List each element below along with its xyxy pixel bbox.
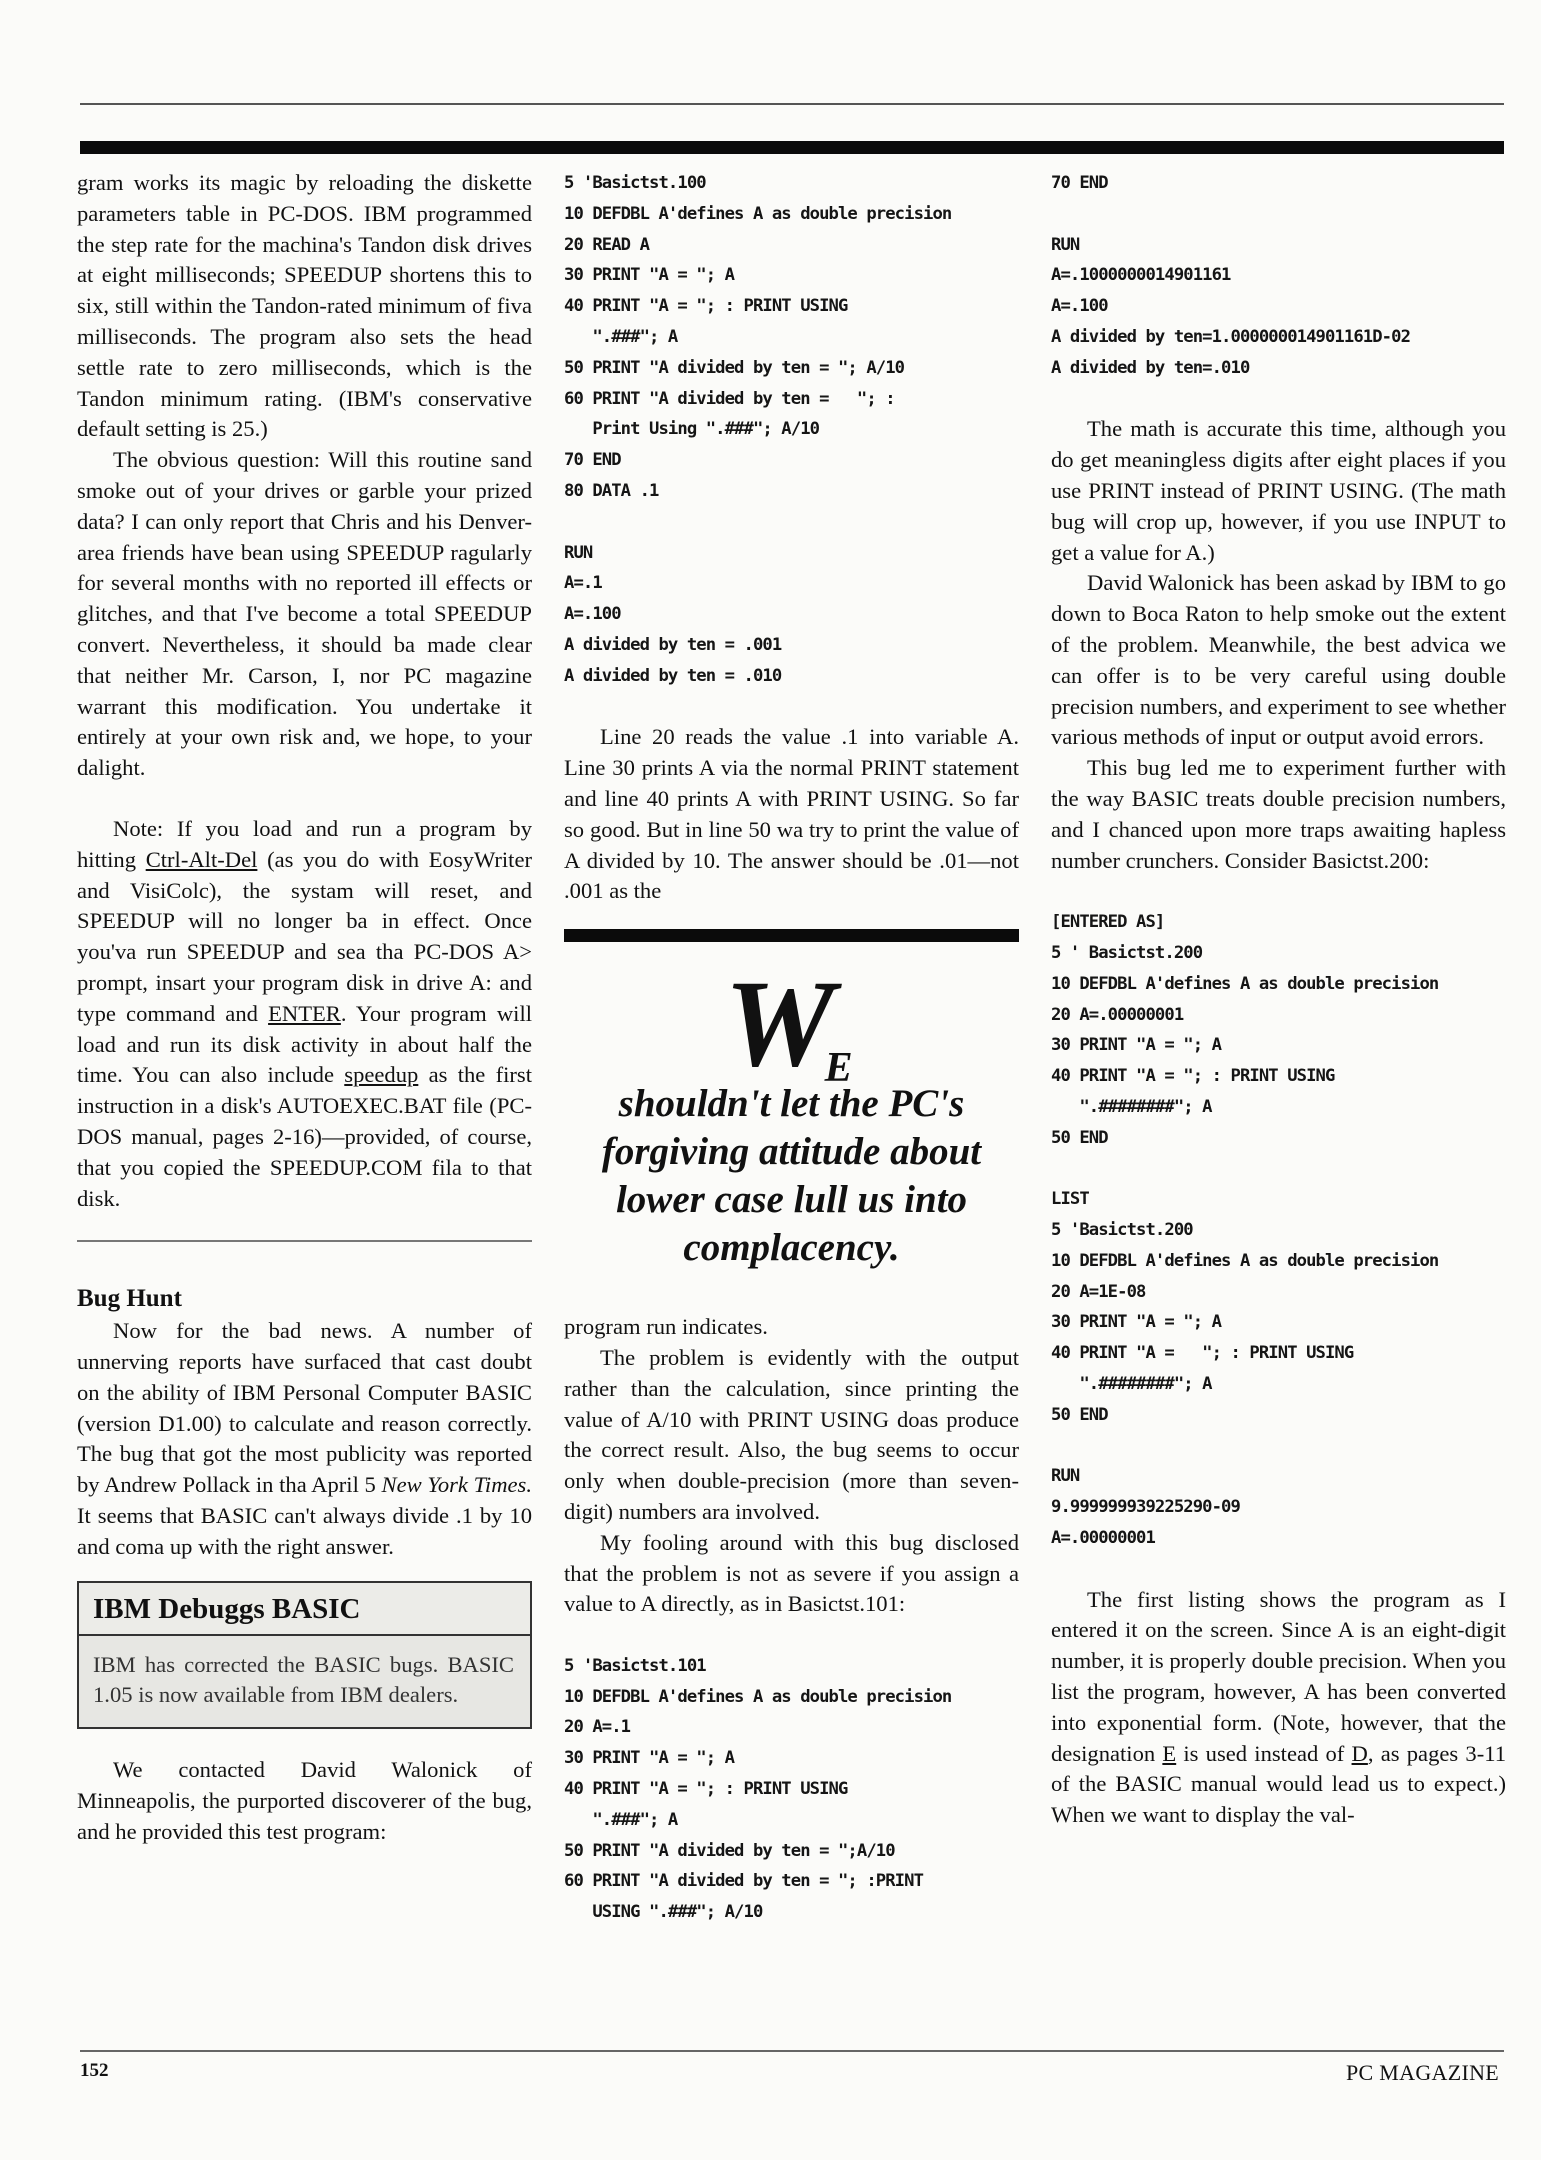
designation-e: E xyxy=(1162,1740,1177,1766)
note-text-c: . Your program will load and run its disk activity in about half the time. You can also include xyxy=(77,1000,532,1088)
code-listing-basictst-100 xyxy=(564,168,1019,507)
code-listing-entered-200 xyxy=(1051,907,1506,1153)
code-line: USING ".###"; A/10 xyxy=(564,1902,763,1923)
code-line: ".########"; A xyxy=(1051,1096,1212,1117)
code-spacer xyxy=(564,1620,1019,1651)
code-line: 9.999999939225290-09 xyxy=(1051,1497,1240,1518)
code-line: [ENTERED AS] xyxy=(1051,912,1165,933)
paragraph-math-accurate: The math is accurate this time, although you do get meaningless digits after eight places if you use PRINT instead of PRINT USING. (The math bug will crop up, however, if you use INPUT to get a value for A.) xyxy=(1051,416,1506,565)
column-2 xyxy=(564,168,1019,1928)
code-line: 30 PRINT "A = "; A xyxy=(564,265,735,286)
code-line: 40 PRINT "A = "; : PRINT USING xyxy=(564,296,848,317)
code-run-output-101 xyxy=(1051,230,1506,384)
code-line: 40 PRINT "A = "; : PRINT USING xyxy=(1051,1343,1354,1364)
first-listing-text-b: is used instead of xyxy=(1176,1740,1352,1766)
note-speedup: speedup xyxy=(344,1062,419,1088)
code-line: 20 A=.00000001 xyxy=(1051,1004,1184,1025)
code-listing-list-200 xyxy=(1051,1184,1506,1430)
code-listing-101-end xyxy=(1051,168,1506,199)
note-enter: ENTER xyxy=(268,1000,341,1026)
code-run-output-200 xyxy=(1051,1461,1506,1553)
sidebar-box-title: IBM Debuggs BASIC xyxy=(79,1583,530,1636)
code-line: A=.1 xyxy=(564,573,602,594)
paragraph-obvious-question: The obvious question: Will this routine sand smoke out of your drives or garble your prized data? I can only report that Chris and his Denver-area friends have bean using SPEEDUP ragularly for several months with no reported ill effects or glitches, and that I've become a total SPEEDUP convert. Nevertheless, it should ba made clear that neither Mr. Carson, I, nor PC magazine warrant this modification. You undertake it entirely at your own risk and, we hope, to your dalight. xyxy=(77,447,532,781)
code-line: 10 DEFDBL A'defines A as double precision xyxy=(1051,973,1439,994)
paragraph-fooling-around: My fooling around with this bug disclosed that the problem is not as severe if you assign a value to A directly, as in Basictst.101: xyxy=(564,1529,1019,1617)
code-line: LIST xyxy=(1051,1189,1089,1210)
paragraph-walonick-contact: We contacted David Walonick of Minneapolis, the purported discoverer of the bug, and he provided this test program: xyxy=(77,1757,532,1844)
paragraph-experiment: This bug led me to experiment further with the way BASIC treats double precision numbers, and I chanced upon more traps awaiting hapless number crunchers. Consider Basictst.200: xyxy=(1051,755,1506,873)
code-line: 20 A=1E-08 xyxy=(1051,1281,1146,1302)
code-line: 20 READ A xyxy=(564,234,650,255)
code-line: 70 END xyxy=(1051,173,1108,193)
code-line: 50 PRINT "A divided by ten = ";A/10 xyxy=(564,1840,895,1861)
code-line: 5 'Basictst.200 xyxy=(1051,1220,1193,1241)
first-listing-text-c: , as pages 3-11 of the BASIC manual would lead us to expect.) When we want to display the val- xyxy=(1051,1740,1506,1828)
first-listing-text-a: The first listing shows the program as I entered it on the screen. Since A is an eight-digit number, it is properly double precision. When you list the program, however, A has been converted into exponential form. (Note, however, that the designation xyxy=(1051,1586,1506,1766)
code-line: 40 PRINT "A = "; : PRINT USING xyxy=(564,1779,848,1800)
code-line: 60 PRINT "A divided by ten = "; :PRINT xyxy=(564,1871,924,1892)
top-thin-rule xyxy=(80,103,1504,105)
code-line: A=.1000000014901161 xyxy=(1051,265,1231,286)
code-spacer xyxy=(1051,384,1506,415)
code-line: RUN xyxy=(1051,1466,1080,1487)
code-line: A divided by ten=.010 xyxy=(1051,357,1250,378)
code-spacer xyxy=(1051,1554,1506,1585)
code-line: 30 PRINT "A = "; A xyxy=(1051,1312,1222,1333)
code-line: A=.100 xyxy=(564,604,621,625)
code-line: 20 A=.1 xyxy=(564,1717,631,1738)
code-line: A divided by ten=1.000000014901161D-02 xyxy=(1051,326,1411,347)
note-ctrl-alt-del: Ctrl-Alt-Del xyxy=(145,846,258,872)
code-line: ".###"; A xyxy=(564,1809,678,1830)
note-text-b: (as you do with EosyWriter and VisiColc), the systam will reset, and SPEEDUP will no longer ba in effect. Once you'va run SPEEDUP and sea tha PC-DOS A> prompt, insart your program disk in drive A: and type command and xyxy=(77,846,532,1026)
top-thick-rule xyxy=(80,141,1504,154)
code-line: A divided by ten = .001 xyxy=(564,634,782,655)
page-number: 152 xyxy=(80,2060,109,2081)
code-line: RUN xyxy=(564,542,593,563)
code-line: 70 END xyxy=(564,450,621,471)
code-line: A=.00000001 xyxy=(1051,1528,1155,1549)
note-text-d: as the first instruction in a disk's AUTOEXEC.BAT file (PC-DOS manual, pages 2-16)—provided, of course, that you copied the SPEEDUP.COM fila to that disk. xyxy=(77,1062,532,1211)
code-line: 10 DEFDBL A'defines A as double precision xyxy=(564,203,952,224)
bad-news-text-a: Now for the bad news. A number of unnerving reports have surfaced that cast doubt on the ability of IBM Personal Computer BASIC (version D1.00) to calculate and reason correctly. The bug that got the most publicity was reported by Andrew Pollack in tha April 5 xyxy=(77,1318,532,1498)
code-line: 5 ' Basictst.200 xyxy=(1051,942,1203,963)
magazine-name: PC MAGAZINE xyxy=(1345,2060,1499,2085)
code-listing-basictst-101 xyxy=(564,1651,1019,1928)
paragraph-bad-news xyxy=(77,1316,532,1562)
code-line: 50 END xyxy=(1051,1127,1108,1148)
code-spacer xyxy=(1051,876,1506,907)
code-spacer xyxy=(1051,1154,1506,1185)
code-line: 40 PRINT "A = "; : PRINT USING xyxy=(1051,1066,1335,1087)
code-line: ".########"; A xyxy=(1051,1374,1212,1395)
column-3 xyxy=(1051,168,1506,1831)
code-line: 60 PRINT "A divided by ten = "; : xyxy=(564,388,895,409)
code-line: 30 PRINT "A = "; A xyxy=(564,1748,735,1769)
paragraph-program-run: program run indicates. xyxy=(564,1314,768,1340)
code-line: 5 'Basictst.100 xyxy=(564,173,706,193)
code-line: 10 DEFDBL A'defines A as double precision xyxy=(564,1686,952,1707)
section-divider xyxy=(77,1240,532,1242)
code-line: 80 DATA .1 xyxy=(564,480,659,501)
designation-d: D xyxy=(1351,1740,1368,1766)
bug-hunt-heading: Bug Hunt xyxy=(77,1285,182,1313)
paragraph-speedup-intro: gram works its magic by reloading the diskette parameters table in PC-DOS. IBM programmed the step rate for the machina's Tandon disk drives at eight milliseconds; SPEEDUP shortens this to six, still within the Tandon-rated minimum of fiva milliseconds. The program also sets the head settle rate to zero milliseconds, which is the Tandon minimum rating. (IBM's conservative default setting is 25.) xyxy=(77,170,532,442)
code-spacer xyxy=(564,692,1019,723)
paragraph-problem-output: The problem is evidently with the output rather than the calculation, since printing the value of A/10 with PRINT USING doas produce the correct result. Also, the bug seems to occur only when double-precision (more than seven-digit) numbers ara involved. xyxy=(564,1344,1019,1524)
pull-quote-initial xyxy=(564,955,1019,1093)
paragraph-line-20: Line 20 reads the value .1 into variable A. Line 30 prints A via the normal PRINT statement and line 40 prints A with PRINT USING. So far so good. But in line 50 wa try to print the value of A divided by 10. The answer should be .01—not .001 as the xyxy=(564,724,1019,904)
code-line: 30 PRINT "A = "; A xyxy=(1051,1035,1222,1056)
code-line: A divided by ten = .010 xyxy=(564,665,782,686)
code-run-output-100 xyxy=(564,538,1019,692)
pull-quote-text: shouldn't let the PC's forgiving attitude about lower case lull us into complacency. xyxy=(601,1082,982,1270)
footer-rule xyxy=(80,2050,1504,2052)
code-line: Print Using ".###"; A/10 xyxy=(564,419,820,440)
sidebar-box-text: IBM has corrected the BASIC bugs. BASIC 1.05 is now available from IBM dealers. xyxy=(93,1651,514,1708)
paragraph-note xyxy=(77,814,532,1214)
column-1 xyxy=(77,168,532,1848)
code-line: 50 END xyxy=(1051,1404,1108,1425)
pull-quote-big-letter: W xyxy=(724,955,831,1093)
code-line: RUN xyxy=(1051,234,1080,255)
note-text-a: Note: If you load and run a program by hitting xyxy=(77,815,532,872)
nyt-title: New York Times. xyxy=(381,1472,532,1498)
code-spacer xyxy=(1051,199,1506,230)
code-line: 50 PRINT "A divided by ten = "; A/10 xyxy=(564,357,905,378)
code-spacer xyxy=(564,507,1019,538)
code-line: 5 'Basictst.101 xyxy=(564,1655,706,1676)
code-line: A=.100 xyxy=(1051,296,1108,317)
pull-quote-bar xyxy=(564,929,1019,942)
code-line: ".###"; A xyxy=(564,326,678,347)
code-spacer xyxy=(1051,1431,1506,1462)
paragraph-first-listing xyxy=(1051,1585,1506,1831)
paragraph-boca-raton: David Walonick has been askad by IBM to go down to Boca Raton to help smoke out the extent of the problem. Meanwhile, the best advica we can offer is to be very careful using double precision numbers, and experiment to see whether various methods of input or output avoid errors. xyxy=(1051,570,1506,750)
code-line: 10 DEFDBL A'defines A as double precision xyxy=(1051,1250,1439,1271)
pull-quote-small-letter: E xyxy=(824,1045,853,1092)
sidebar-box xyxy=(77,1581,532,1730)
bad-news-text-b: It seems that BASIC can't always divide .1 by 10 and coma up with the right answer. xyxy=(77,1503,532,1559)
